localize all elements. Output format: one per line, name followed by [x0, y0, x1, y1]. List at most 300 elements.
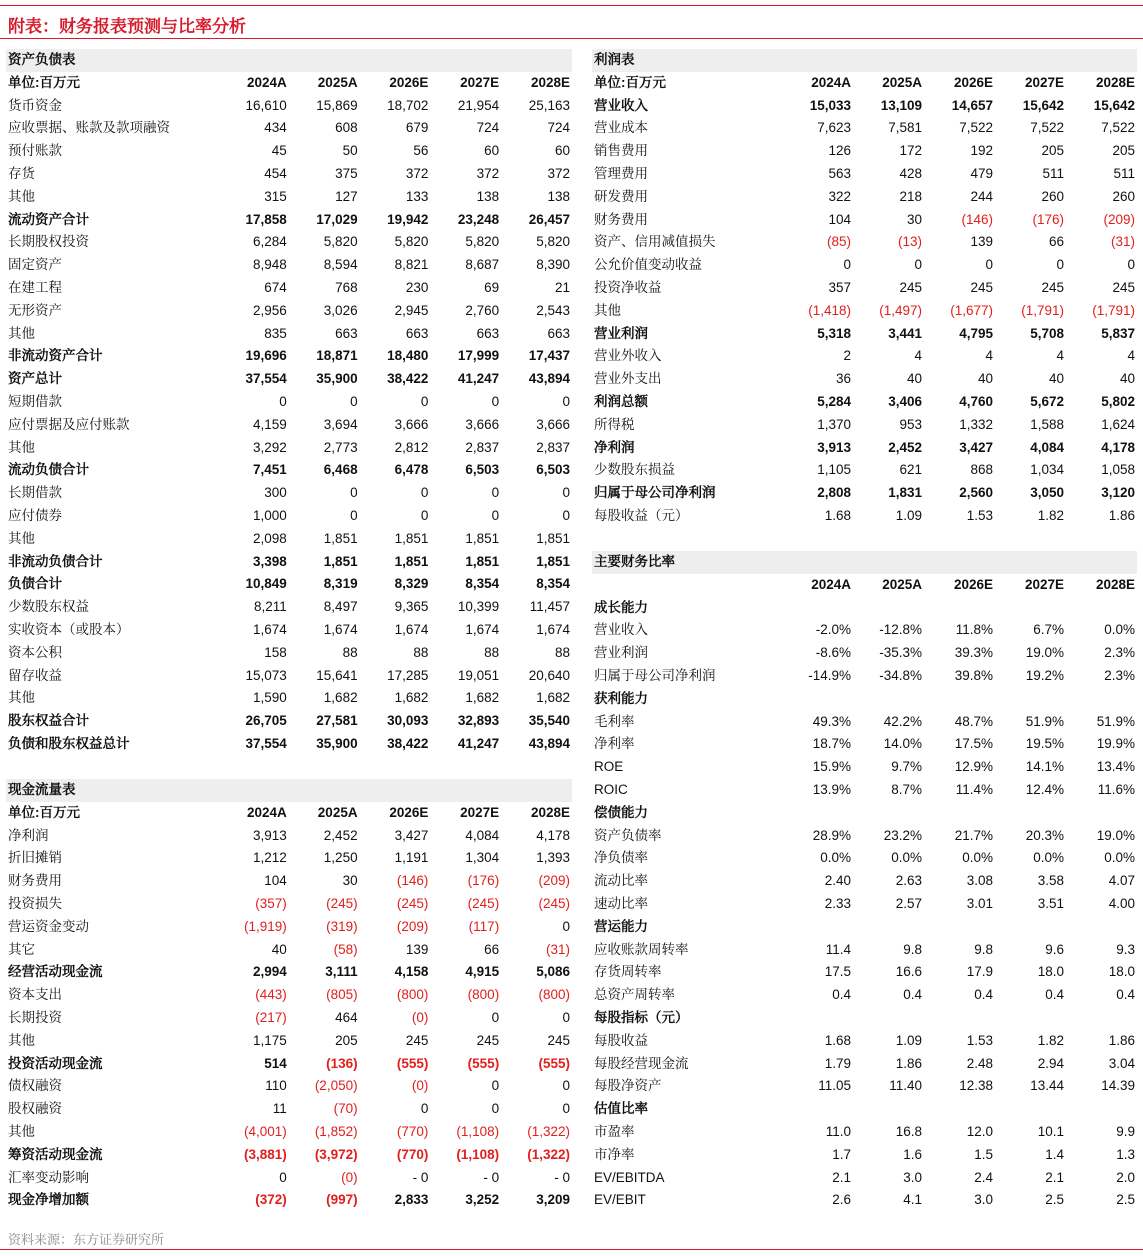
value-cell: (1,919): [244, 918, 287, 934]
row-label: 存货周转率: [594, 964, 662, 980]
value-cell: (1,108): [456, 1123, 500, 1139]
value-cell: 40: [906, 371, 922, 387]
value-cell: 5,820: [465, 234, 500, 250]
row-label: 筹资活动现金流: [8, 1146, 103, 1162]
value-cell: 49.3%: [812, 713, 851, 729]
unit-label: 单位:百万元: [8, 74, 80, 90]
table-row: [6, 1053, 572, 1076]
value-cell: - 0: [554, 1169, 570, 1185]
value-cell: (1,791): [1021, 302, 1064, 318]
year-header: 2028E: [1095, 74, 1135, 90]
year-header: 2025A: [317, 74, 358, 90]
row-label: 其他: [8, 1123, 35, 1139]
value-cell: 3,666: [536, 416, 570, 432]
value-cell: [995, 1007, 1066, 1030]
table-row: [592, 665, 1137, 688]
row-label: 管理费用: [594, 165, 648, 181]
value-cell: 663: [405, 325, 429, 341]
value-cell: (555): [396, 1055, 429, 1071]
value-cell: 0.0%: [820, 850, 851, 866]
value-cell: 245: [405, 1032, 429, 1048]
value-cell: (1,322): [527, 1146, 570, 1162]
value-cell: 835: [264, 325, 287, 341]
year-header: 2028E: [530, 804, 570, 820]
value-cell: 19,051: [457, 667, 500, 683]
value-cell: 2: [843, 348, 851, 364]
table-row: [592, 140, 1137, 163]
value-cell: 60: [554, 143, 570, 159]
table-row: [6, 551, 572, 574]
value-cell: 4: [985, 348, 993, 364]
value-cell: 1.86: [1108, 1032, 1135, 1048]
value-cell: 4,915: [465, 964, 500, 980]
value-cell: 4: [1127, 348, 1135, 364]
value-cell: 20.3%: [1025, 827, 1064, 843]
value-cell: (3,972): [314, 1146, 358, 1162]
value-cell: 1.6: [903, 1146, 922, 1162]
value-cell: -2.0%: [815, 622, 851, 638]
income-statement-table: [592, 49, 1137, 528]
table-row: [592, 209, 1137, 232]
value-cell: (1,497): [879, 302, 922, 318]
value-cell: 953: [899, 416, 922, 432]
value-cell: 218: [899, 188, 922, 204]
value-cell: 32,893: [457, 713, 500, 729]
value-cell: 43,894: [528, 735, 570, 751]
value-cell: [1066, 1098, 1137, 1121]
value-cell: 679: [405, 120, 429, 136]
value-cell: 1,034: [1030, 462, 1064, 478]
value-cell: 0: [420, 393, 429, 409]
value-cell: 5,837: [1101, 325, 1135, 341]
row-label: 负债合计: [8, 576, 62, 592]
value-cell: 8,211: [254, 599, 287, 615]
row-label: 非流动资产合计: [8, 348, 103, 364]
value-cell: (1,418): [808, 302, 851, 318]
value-cell: 36: [835, 371, 851, 387]
table-row: [592, 117, 1137, 140]
value-cell: 2.33: [824, 895, 851, 911]
value-cell: 479: [970, 165, 993, 181]
value-cell: 2,808: [817, 485, 851, 501]
row-label: 销售费用: [594, 143, 648, 159]
value-cell: 3,913: [817, 439, 851, 455]
value-cell: 30: [342, 873, 358, 889]
value-cell: (800): [467, 987, 500, 1003]
value-cell: 260: [1112, 188, 1135, 204]
table-row: [6, 186, 572, 209]
value-cell: 12.4%: [1025, 781, 1064, 797]
value-cell: 0: [491, 1009, 500, 1025]
value-cell: 245: [1112, 279, 1135, 295]
table-row: [592, 300, 1137, 323]
value-cell: 0: [562, 918, 570, 934]
row-label: 汇率变动影响: [8, 1169, 89, 1185]
table-row: [6, 961, 572, 984]
value-cell: 1.3: [1116, 1146, 1135, 1162]
section-header-row: [592, 49, 1137, 72]
value-cell: (31): [545, 941, 570, 957]
table-row: [6, 665, 572, 688]
row-label: 其他: [8, 325, 35, 341]
value-cell: 5,284: [817, 393, 851, 409]
value-cell: 1.68: [824, 507, 851, 523]
value-cell: 3,398: [253, 553, 287, 569]
value-cell: 35,900: [316, 735, 358, 751]
row-label: 所得税: [594, 416, 635, 432]
year-header: 2026E: [389, 804, 429, 820]
value-cell: 1,588: [1030, 416, 1064, 432]
value-cell: 4,158: [394, 964, 429, 980]
cash-flow-table: [6, 779, 572, 1212]
value-cell: 5,318: [817, 325, 851, 341]
value-cell: 2.0: [1116, 1169, 1135, 1185]
value-cell: 40: [977, 371, 993, 387]
table-row: [6, 391, 572, 414]
row-label: 少数股东损益: [594, 462, 675, 478]
value-cell: 1,851: [394, 530, 429, 546]
row-label: 毛利率: [594, 713, 635, 729]
value-cell: 3.0: [974, 1192, 993, 1208]
value-cell: 11.4%: [955, 781, 993, 797]
value-cell: 1.7: [832, 1146, 851, 1162]
value-cell: 1,304: [465, 850, 500, 866]
value-cell: 0: [491, 507, 500, 523]
value-cell: 2.4: [974, 1169, 993, 1185]
title-rule: [0, 38, 1143, 39]
value-cell: 17,285: [387, 667, 429, 683]
row-label: 营业收入: [594, 97, 648, 113]
table-row: [6, 117, 572, 140]
value-cell: 454: [264, 165, 287, 181]
table-row: [6, 254, 572, 277]
value-cell: 15,869: [316, 97, 358, 113]
value-cell: 0: [491, 485, 500, 501]
table-row: [592, 642, 1137, 665]
table-row: [592, 186, 1137, 209]
value-cell: 2,098: [253, 530, 287, 546]
row-label: ROE: [594, 759, 624, 775]
value-cell: 6.7%: [1033, 622, 1064, 638]
value-cell: 1,851: [536, 530, 570, 546]
row-label: 应付债券: [8, 507, 62, 523]
value-cell: 38,422: [387, 735, 429, 751]
value-cell: 139: [970, 234, 993, 250]
value-cell: (555): [467, 1055, 500, 1071]
table-row: [6, 984, 572, 1007]
value-cell: 3,666: [394, 416, 429, 432]
row-label: 营运能力: [594, 918, 648, 934]
value-cell: 8,948: [253, 257, 287, 273]
value-cell: 5,086: [536, 964, 570, 980]
row-label: 其他: [8, 188, 35, 204]
row-label: 净利润: [8, 827, 49, 843]
value-cell: 1,000: [253, 507, 287, 523]
value-cell: [782, 1098, 853, 1121]
value-cell: 8,319: [323, 576, 358, 592]
value-cell: 30: [906, 211, 922, 227]
value-cell: 4,178: [1101, 439, 1135, 455]
section-title: 现金流量表: [6, 779, 572, 802]
value-cell: 3,406: [888, 393, 922, 409]
table-row: [592, 1075, 1137, 1098]
value-cell: 2,945: [394, 302, 429, 318]
value-cell: 4.00: [1108, 895, 1135, 911]
row-label: 获利能力: [594, 690, 648, 706]
table-row: [6, 596, 572, 619]
row-label: 预付账款: [8, 143, 62, 159]
table-row: [592, 277, 1137, 300]
value-cell: 563: [828, 165, 851, 181]
table-row: [592, 916, 1137, 939]
value-cell: [853, 916, 924, 939]
table-row: [592, 1053, 1137, 1076]
value-cell: 40: [271, 941, 287, 957]
value-cell: (136): [326, 1055, 358, 1071]
value-cell: 12.38: [959, 1078, 993, 1094]
value-cell: 13.9%: [812, 781, 851, 797]
value-cell: (770): [396, 1123, 429, 1139]
value-cell: 4,084: [465, 827, 500, 843]
page-title: 附表：财务报表预测与比率分析: [8, 17, 246, 36]
value-cell: 110: [265, 1078, 287, 1094]
value-cell: 1,332: [959, 416, 993, 432]
row-label: 营业收入: [594, 622, 648, 638]
balance-sheet-table: [6, 49, 572, 756]
value-cell: 245: [547, 1032, 570, 1048]
value-cell: (217): [255, 1009, 287, 1025]
value-cell: 1.09: [895, 507, 922, 523]
top-rule: [0, 5, 1143, 6]
value-cell: 14.0%: [883, 736, 922, 752]
value-cell: [853, 1098, 924, 1121]
value-cell: 3.08: [966, 873, 993, 889]
row-label: 市净率: [594, 1146, 635, 1162]
value-cell: [995, 802, 1066, 825]
table-row: [6, 1189, 572, 1212]
value-cell: 0.4: [1045, 987, 1064, 1003]
value-cell: 37,554: [245, 371, 287, 387]
value-cell: 2,994: [253, 964, 287, 980]
row-label: 估值比率: [594, 1101, 648, 1117]
value-cell: 88: [554, 644, 570, 660]
value-cell: 5,802: [1101, 393, 1135, 409]
value-cell: 11.0: [825, 1123, 851, 1139]
year-header: 2024A: [811, 576, 851, 592]
year-header: 2024A: [247, 74, 287, 90]
value-cell: 0.0%: [1104, 850, 1135, 866]
value-cell: 1.86: [895, 1055, 922, 1071]
value-cell: 3,441: [888, 325, 922, 341]
value-cell: 1,851: [465, 530, 500, 546]
value-cell: 372: [547, 165, 570, 181]
value-cell: 0: [350, 485, 358, 501]
value-cell: 3,292: [253, 439, 287, 455]
value-cell: 4,795: [959, 325, 993, 341]
value-cell: 2,452: [888, 439, 922, 455]
value-cell: (245): [467, 895, 500, 911]
value-cell: 51.9%: [1096, 713, 1135, 729]
value-cell: 23.2%: [883, 827, 922, 843]
row-label: 归属于母公司净利润: [594, 485, 716, 501]
value-cell: [782, 802, 853, 825]
value-cell: 1.4: [1045, 1146, 1064, 1162]
column-header-row: [592, 72, 1137, 95]
table-row: [592, 825, 1137, 848]
table-row: [6, 573, 572, 596]
value-cell: 1,831: [888, 485, 922, 501]
value-cell: 0: [491, 1078, 500, 1094]
value-cell: 0: [562, 1078, 570, 1094]
value-cell: (146): [396, 873, 429, 889]
value-cell: [924, 1007, 995, 1030]
value-cell: 126: [828, 143, 851, 159]
bottom-rule: [0, 1249, 1143, 1250]
value-cell: 40: [1048, 371, 1064, 387]
value-cell: (1,108): [456, 1146, 500, 1162]
value-cell: 39.3%: [954, 645, 993, 661]
value-cell: 8,390: [536, 257, 570, 273]
table-row: [592, 459, 1137, 482]
value-cell: 26,705: [245, 713, 287, 729]
row-label: 债权融资: [8, 1078, 62, 1094]
value-cell: 66: [1048, 234, 1064, 250]
value-cell: 51.9%: [1025, 713, 1064, 729]
value-cell: 7,451: [253, 462, 287, 478]
value-cell: 11: [272, 1101, 287, 1117]
row-label: 应付票据及应付账款: [8, 416, 130, 432]
value-cell: 1,682: [323, 690, 358, 706]
value-cell: 3,111: [325, 964, 358, 980]
value-cell: 868: [970, 462, 993, 478]
value-cell: 357: [828, 279, 851, 295]
value-cell: 9.7%: [891, 759, 922, 775]
value-cell: 7,623: [817, 120, 851, 136]
value-cell: 1,682: [465, 690, 500, 706]
year-header: 2026E: [953, 74, 993, 90]
row-label: 长期借款: [8, 485, 62, 501]
value-cell: [995, 916, 1066, 939]
value-cell: 2,837: [465, 439, 500, 455]
value-cell: 511: [1042, 165, 1064, 181]
value-cell: 18,702: [387, 97, 429, 113]
value-cell: -12.8%: [879, 622, 922, 638]
row-label: 营运资金变动: [8, 918, 89, 934]
value-cell: 138: [547, 188, 570, 204]
value-cell: 104: [828, 211, 851, 227]
value-cell: 724: [476, 120, 500, 136]
value-cell: 3.0: [903, 1169, 922, 1185]
value-cell: 42.2%: [883, 713, 922, 729]
value-cell: 8,329: [394, 576, 429, 592]
value-cell: 434: [264, 120, 287, 136]
value-cell: 0.4: [903, 987, 922, 1003]
value-cell: 375: [335, 165, 358, 181]
table-row: [592, 414, 1137, 437]
value-cell: 245: [476, 1032, 500, 1048]
value-cell: 4.07: [1108, 873, 1135, 889]
table-row: [592, 1189, 1137, 1212]
value-cell: (372): [255, 1192, 287, 1208]
value-cell: 3,694: [323, 416, 358, 432]
row-label: 其他: [8, 439, 35, 455]
table-row: [592, 711, 1137, 734]
value-cell: 768: [335, 279, 358, 295]
row-label: 投资损失: [8, 895, 62, 911]
value-cell: (3,881): [244, 1146, 287, 1162]
table-row: [592, 1121, 1137, 1144]
value-cell: 10,399: [457, 599, 500, 615]
value-cell: 1,851: [536, 553, 570, 569]
value-cell: 1,058: [1101, 462, 1135, 478]
value-cell: [853, 1007, 924, 1030]
row-label: 营业成本: [594, 120, 648, 136]
value-cell: (800): [396, 987, 429, 1003]
section-header-row: [592, 551, 1137, 574]
table-row: [6, 1098, 572, 1121]
value-cell: [924, 597, 995, 620]
value-cell: - 0: [412, 1169, 429, 1185]
year-header: 2025A: [882, 74, 922, 90]
row-label: 投资净收益: [594, 279, 662, 295]
row-label: 每股净资产: [594, 1078, 662, 1094]
table-row: [592, 939, 1137, 962]
row-label: 归属于母公司净利润: [594, 667, 716, 683]
row-label: 短期借款: [8, 393, 62, 409]
value-cell: -34.8%: [879, 667, 922, 683]
value-cell: 30,093: [387, 713, 429, 729]
value-cell: 0: [491, 1101, 500, 1117]
value-cell: 663: [476, 325, 500, 341]
value-cell: 4,760: [959, 393, 993, 409]
value-cell: 0: [279, 393, 287, 409]
table-row: [592, 1030, 1137, 1053]
value-cell: (1,791): [1092, 302, 1135, 318]
value-cell: 230: [405, 279, 429, 295]
value-cell: 11.05: [818, 1078, 851, 1094]
value-cell: 35,900: [316, 371, 358, 387]
value-cell: 6,478: [394, 462, 429, 478]
value-cell: 17.9: [966, 964, 993, 980]
table-row: [592, 368, 1137, 391]
value-cell: 315: [264, 188, 287, 204]
value-cell: 0: [562, 1009, 570, 1025]
value-cell: 3,666: [465, 416, 500, 432]
table-row: [6, 300, 572, 323]
value-cell: (13): [897, 234, 922, 250]
value-cell: 1,191: [394, 850, 429, 866]
table-row: [592, 231, 1137, 254]
ratios-grid: [592, 551, 1137, 1212]
value-cell: 1.68: [824, 1032, 851, 1048]
value-cell: 0: [562, 1101, 570, 1117]
row-label: 实收资本（或股本）: [8, 621, 130, 637]
value-cell: 16.6: [895, 964, 922, 980]
year-header: 2026E: [389, 74, 429, 90]
value-cell: 13.44: [1030, 1078, 1064, 1094]
row-label: 应收账款周转率: [594, 941, 689, 957]
table-row: [592, 391, 1137, 414]
value-cell: 1,590: [253, 690, 287, 706]
value-cell: 724: [547, 120, 570, 136]
value-cell: (997): [326, 1192, 358, 1208]
value-cell: 7,522: [1030, 120, 1064, 136]
value-cell: (443): [255, 987, 287, 1003]
unit-label: [592, 574, 782, 597]
row-label: 利润总额: [594, 393, 648, 409]
table-row: [6, 163, 572, 186]
value-cell: 69: [484, 279, 500, 295]
